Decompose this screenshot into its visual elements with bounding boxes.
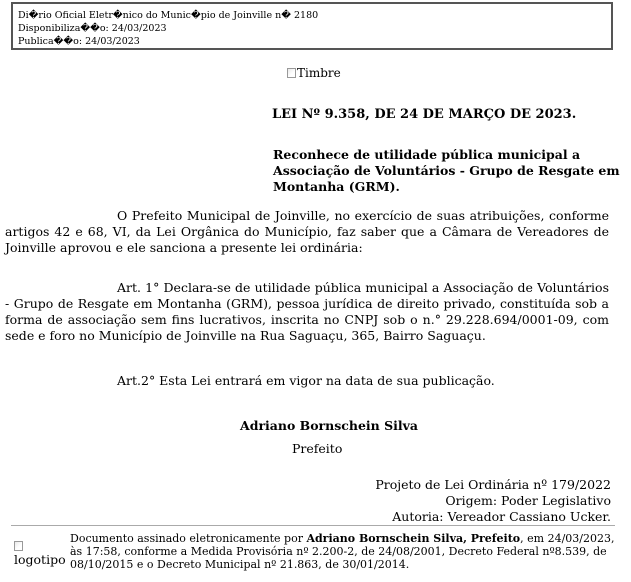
bill-reference [375, 477, 611, 525]
logo-alt-text: logotipo [14, 552, 66, 567]
header-gazette-line: Di�rio Oficial Eletr�nico do Munic�pio de Joinville n� 2180 [18, 10, 319, 21]
law-title: LEI Nº 9.358, DE 24 DE MARÇO DE 2023. [272, 107, 577, 122]
timbre-image [287, 66, 341, 80]
publication-header [11, 2, 613, 50]
broken-image-icon [287, 68, 296, 78]
article-2-paragraph: Art.2° Esta Lei entrará em vigor na data de sua publicação. [117, 373, 495, 388]
electronic-signature-note [70, 532, 615, 571]
bill-author: Autoria: Vereador Cassiano Ucker. [392, 509, 611, 524]
bill-number: Projeto de Lei Ordinária nº 179/2022 [375, 477, 611, 492]
header-publication-line: Publica��o: 24/03/2023 [18, 36, 140, 47]
law-summary: Reconhece de utilidade pública municipal a Associação de Voluntários - Grupo de Resgate em Montanha (GRM). [273, 147, 620, 194]
signer-name: Adriano Bornschein Silva [240, 418, 418, 433]
signature-prefix: Documento assinado eletronicamente por [70, 532, 307, 545]
header-availability-line: Disponibiliza��o: 24/03/2023 [18, 23, 167, 34]
signature-details: , em 24/03/2023, às 17:58, conforme a Medida Provisória nº 2.200-2, de 24/08/2001, Decreto Federal nº8.539, de 08/10/2015 e o Decreto Municipal nº 21.863, de 30/01/2014. [70, 532, 615, 571]
article-1-paragraph: Art. 1° Declara-se de utilidade pública municipal a Associação de Voluntários - Grupo de Resgate em Montanha (GRM), pessoa jurídica de direito privado, constituída sob a forma de associação sem fins lucrativos, inscrita no CNPJ sob o n.° 29.228.694/0001-09, com sede e foro no Município de Joinville na Rua Saguaçu, 365, Bairro Saguaçu. [5, 280, 609, 343]
timbre-alt-text: Timbre [297, 66, 341, 80]
logo-image [14, 541, 66, 566]
signature-signer: Adriano Bornschein Silva, Prefeito [306, 532, 521, 545]
preamble-paragraph: O Prefeito Municipal de Joinville, no exercício de suas atribuições, conforme artigos 42 e 68, VI, da Lei Orgânica do Município, faz saber que a Câmara de Vereadores de Joinville aprovou e ele sanciona a presente lei ordinária: [5, 208, 609, 255]
bill-origin: Origem: Poder Legislativo [445, 493, 611, 508]
signer-role: Prefeito [292, 441, 343, 456]
footer-divider [11, 525, 615, 526]
broken-image-icon [14, 541, 23, 551]
